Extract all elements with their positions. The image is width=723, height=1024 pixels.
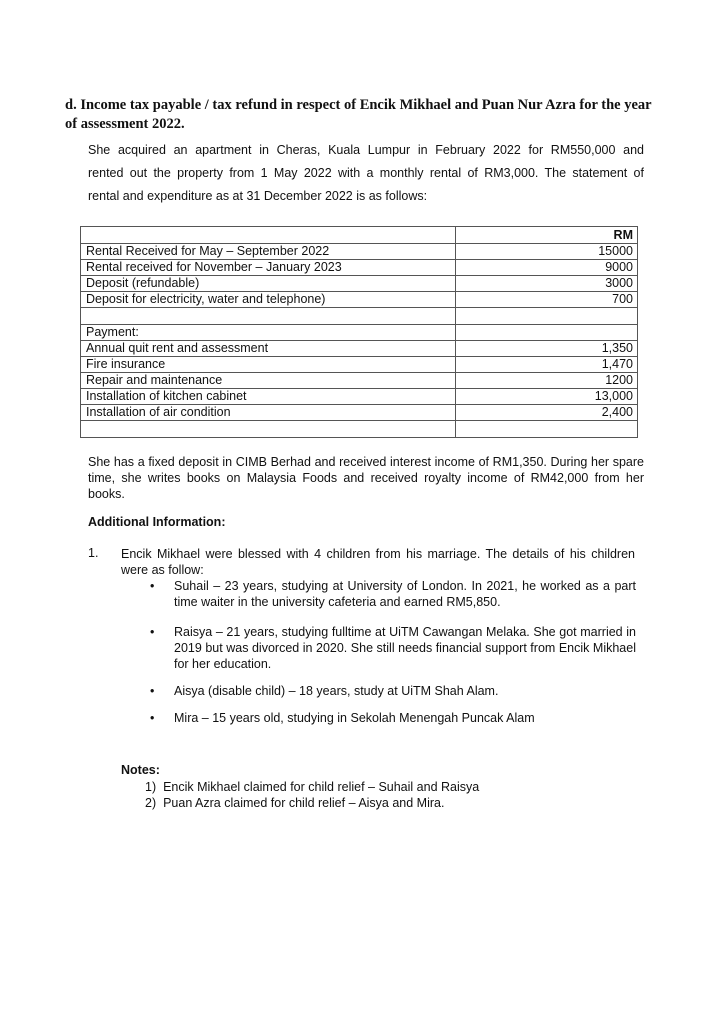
item-text: Encik Mikhael were blessed with 4 children from his marriage. The details of his children were as follow: (121, 547, 635, 577)
row-label: Fire insurance (81, 357, 456, 373)
row-label: Payment: (81, 325, 456, 341)
table-row (81, 308, 638, 325)
row-value (456, 325, 638, 341)
row-label: Rental Received for May – September 2022 (81, 244, 456, 260)
notes-list (145, 779, 479, 811)
bullet-icon: • (150, 684, 155, 698)
table-row (81, 325, 638, 341)
bullet-text: Raisya – 21 years, studying fulltime at UiTM Cawangan Melaka. She got married in 2019 but was divorced in 2020. She still needs financial support from Encik Mikhael for her education. (174, 625, 636, 671)
table-row (81, 260, 638, 276)
row-label: Rental received for November – January 2023 (81, 260, 456, 276)
row-label: Installation of kitchen cabinet (81, 389, 456, 405)
additional-info-title: Additional Information: (88, 515, 226, 529)
bullet-text: Aisya (disable child) – 18 years, study at UiTM Shah Alam. (174, 684, 499, 698)
income-paragraph: She has a fixed deposit in CIMB Berhad and received interest income of RM1,350. During her spare time, she writes books on Malaysia Foods and received royalty income of RM42,000 from her books. (88, 455, 644, 501)
bullet-icon: • (150, 579, 155, 593)
note-item: 2) Puan Azra claimed for child relief – Aisya and Mira. (145, 796, 445, 810)
row-value: 15000 (456, 244, 638, 260)
row-label: Repair and maintenance (81, 373, 456, 389)
intro-paragraph (88, 139, 644, 208)
table-row (81, 341, 638, 357)
table-row (81, 373, 638, 389)
row-value: 1,350 (456, 341, 638, 357)
notes-title: Notes: (121, 763, 160, 777)
row-value: 700 (456, 292, 638, 308)
intro-line: She acquired an apartment in Cheras, Kuala Lumpur in February 2022 for RM550,000 and (88, 143, 644, 157)
bullet-icon: • (150, 625, 155, 639)
child-bullet (150, 624, 636, 672)
intro-line: rental and expenditure as at 31 December 2022 is as follows: (88, 189, 428, 203)
table-row (81, 421, 638, 438)
table-row (81, 244, 638, 260)
row-value: 3000 (456, 276, 638, 292)
bullet-icon: • (150, 711, 155, 725)
row-value: 1,470 (456, 357, 638, 373)
row-value (456, 421, 638, 438)
row-value: 13,000 (456, 389, 638, 405)
table-row (81, 292, 638, 308)
table-row (81, 357, 638, 373)
item-number: 1. (88, 546, 99, 560)
child-bullet (150, 710, 636, 726)
bullet-text: Suhail – 23 years, studying at University of London. In 2021, he worked as a part time waiter in the university cafeteria and earned RM5,850. (174, 579, 636, 609)
intro-line: rented out the property from 1 May 2022 with a monthly rental of RM3,000. The statement of (88, 166, 644, 180)
row-label: Annual quit rent and assessment (81, 341, 456, 357)
row-label (81, 308, 456, 325)
row-value (456, 308, 638, 325)
note-item: 1) Encik Mikhael claimed for child relief – Suhail and Raisya (145, 780, 480, 794)
row-label: Deposit for electricity, water and telephone) (81, 292, 456, 308)
row-label (81, 421, 456, 438)
row-value: 2,400 (456, 405, 638, 421)
row-label: Installation of air condition (81, 405, 456, 421)
rental-statement-table (80, 226, 638, 438)
row-label: Deposit (refundable) (81, 276, 456, 292)
bullet-text: Mira – 15 years old, studying in Sekolah Menengah Puncak Alam (174, 711, 535, 725)
question-heading: d. Income tax payable / tax refund in respect of Encik Mikhael and Puan Nur Azra for the year of assessment 2022. (65, 97, 652, 132)
row-value: 9000 (456, 260, 638, 276)
child-bullet (150, 578, 636, 610)
table-row (81, 405, 638, 421)
row-value: 1200 (456, 373, 638, 389)
child-bullet (150, 683, 636, 699)
table-row (81, 276, 638, 292)
table-row (81, 389, 638, 405)
currency-header: RM (456, 227, 638, 244)
